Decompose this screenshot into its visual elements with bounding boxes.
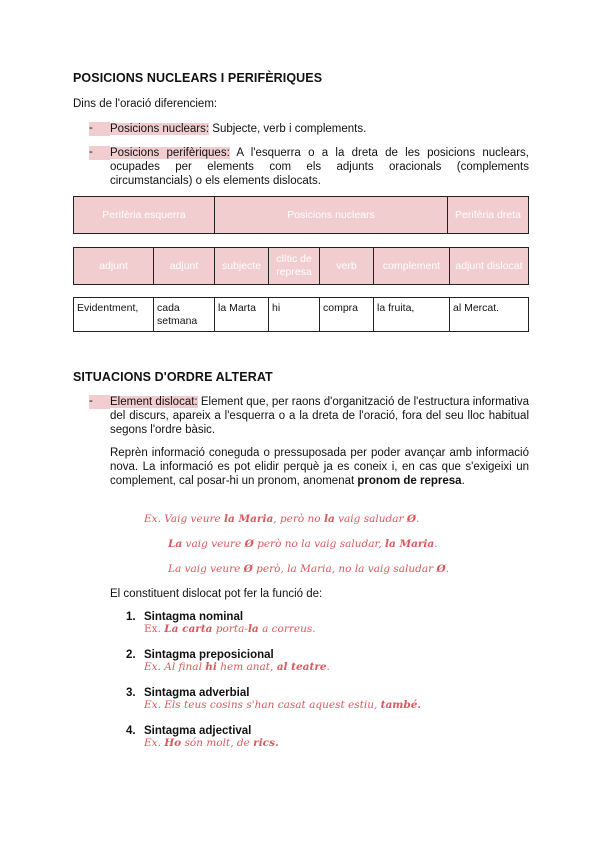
bullet-dash: - [89,122,110,136]
paragraph-text: Reprèn informació coneguda o pressuposada per poder avançar amb informació nova. La informació es pot elidir perquè ja es coneix i, en cas que s'exigeixi un complement, cal posar-hi un pronom, anomenat [110,447,529,488]
item-label: Sintagma nominal [144,611,244,623]
example-cell: al Mercat. [450,298,529,332]
item-label: Sintagma adjectival [144,725,252,737]
table-example [73,297,529,332]
text-nuclears: Subjecte, verb i complements. [209,123,367,135]
text-periferiques: A l'esquerra o a la dreta de les posicions nuclears, ocupades per elements com els adjunts oracionals (complements circumstancials) o els elements dislocats. [110,147,529,188]
example-line-2: La vaig veure Ø però no la vaig saludar, la Maria. [168,538,438,550]
functions-intro: El constituent dislocat pot fer la funció de: [110,588,323,600]
bullet-dash: - [89,395,110,409]
item-label: Sintagma adverbial [144,687,250,699]
item-number: 1. [126,611,136,623]
example-cell: Evidentment, [74,298,154,332]
bullet-periferiques [89,146,529,189]
intro-text: Dins de l'oració diferenciem: [73,98,218,110]
term-nuclears: Posicions nuclears: [110,123,210,135]
bullet-element-dislocat [89,395,529,438]
example-cell: compra [320,298,374,332]
pronom-represa-term: pronom de represa [357,475,462,488]
func-cell: verb [320,248,374,285]
func-cell: clític de represa [269,248,320,285]
example-line-1: Ex. Vaig veure la Maria, però no la vaig saludar Ø. [144,513,420,525]
function-item-1 [126,611,526,635]
example-cell: hi [269,298,320,332]
example-cell: la Marta [215,298,269,332]
item-example: Ex. Els teus cosins s'han casat aquest estiu, també. [144,699,422,711]
func-cell: adjunt [74,248,154,285]
bullet-dash: - [89,146,110,160]
section-title-posicions: POSICIONS NUCLEARS I PERIFÈRIQUES [73,71,323,85]
table-positions-header [73,196,529,234]
item-number: 3. [126,687,136,699]
example-cell: la fruita, [374,298,450,332]
section-title-situacions: SITUACIONS D'ORDRE ALTERAT [73,370,273,384]
item-example: Ex. La carta porta-la a correus. [144,623,316,635]
header-periferia-dreta: Perifèria dreta [448,197,529,234]
text-element-dislocat: Element que, per raons d'organització de l'estructura informativa del discurs, apareix a l'esquerra o a la dreta de l'oració, fora del seu lloc habitual segons l'ordre bàsic. [110,396,529,437]
example-line-3: La vaig veure Ø però, la Maria, no la vaig saludar Ø. [168,563,449,575]
header-periferia-esquerra: Perifèria esquerra [74,197,215,234]
item-number: 2. [126,649,136,661]
func-cell: adjunt [154,248,215,285]
function-item-2 [126,649,526,673]
term-periferiques: Posicions perifèriques: [110,147,230,159]
paragraph-end: . [461,475,465,488]
item-label: Sintagma preposicional [144,649,274,661]
example-cell: cada setmana [154,298,215,332]
item-example: Ex. Ho són molt, de rics. [144,737,279,749]
table-functions [73,247,529,285]
item-number: 4. [126,725,136,737]
func-cell: complement [374,248,450,285]
function-item-4 [126,725,526,749]
term-element-dislocat: Element dislocat: [110,396,198,408]
item-example: Ex. Al final hi hem anat, al teatre. [144,661,330,673]
func-cell: subjecte [215,248,269,285]
function-item-3 [126,687,526,711]
paragraph-represa [110,446,529,489]
func-cell: adjunt dislocat [450,248,529,285]
header-posicions-nuclears: Posicions nuclears [215,197,448,234]
bullet-nuclears [89,122,529,136]
